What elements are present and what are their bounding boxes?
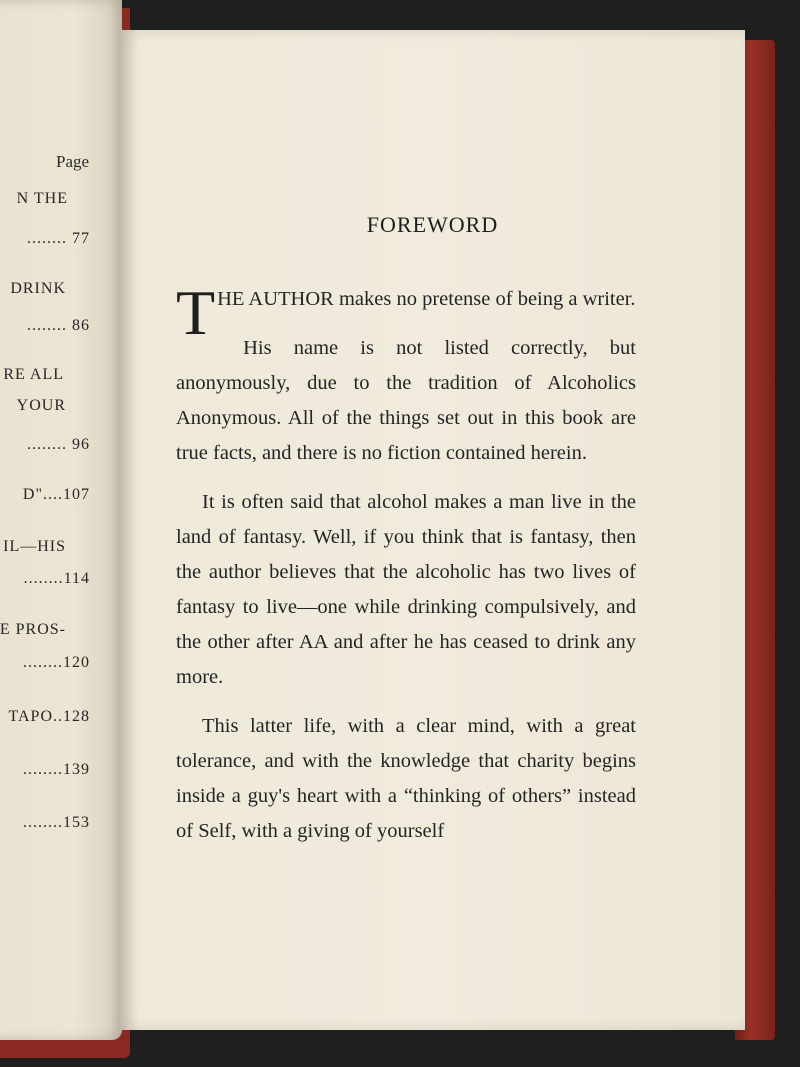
foreword-body <box>176 277 636 863</box>
toc-line: RE ALL <box>3 366 64 383</box>
toc-line: YOUR <box>16 397 66 414</box>
page-title: FOREWORD <box>366 212 499 237</box>
toc-line: ........153 <box>23 814 90 831</box>
toc-line: TAPO..128 <box>8 708 90 725</box>
body-paragraph: This latter life, with a clear mind, with a great tolerance, and with the knowledge that charity begins inside a guy's heart with a “thinking of others” instead of Self, with a giving of yourself <box>176 715 636 842</box>
toc-page-heading: Page <box>56 152 90 171</box>
drop-cap: T <box>176 277 216 348</box>
opening-paragraph-text: HE AUTHOR makes no pretense of being a writer. <box>217 288 636 310</box>
contents-page <box>0 0 122 1040</box>
toc-line: ........ 96 <box>27 436 90 453</box>
toc-line: ........114 <box>23 570 90 587</box>
table-of-contents <box>0 0 122 1040</box>
toc-line: DRINK <box>10 280 66 297</box>
toc-line: ........ 77 <box>27 230 90 247</box>
foreword-page <box>120 30 745 1030</box>
toc-line: N THE <box>16 190 68 207</box>
toc-line: ........120 <box>23 654 90 671</box>
toc-line: IL—HIS <box>3 538 66 555</box>
toc-line: E PROS- <box>0 621 66 638</box>
toc-line: ........139 <box>23 761 90 778</box>
body-paragraph: It is often said that alcohol makes a man live in the land of fantasy. Well, if you think that is fantasy, then the author believes that the alcoholic has two lives of fantasy to live—one while drinking compulsively, and the other after AA and after he has ceased to drink any more. <box>176 491 636 688</box>
opening-paragraph <box>176 277 636 348</box>
toc-line: D"....107 <box>22 486 90 503</box>
body-paragraph: His name is not listed correctly, but anonymously, due to the tradition of Alcoholics Anonymous. All of the things set out in this book are true facts, and there is no fiction contained herein. <box>176 337 636 464</box>
toc-line: ........ 86 <box>27 317 90 334</box>
